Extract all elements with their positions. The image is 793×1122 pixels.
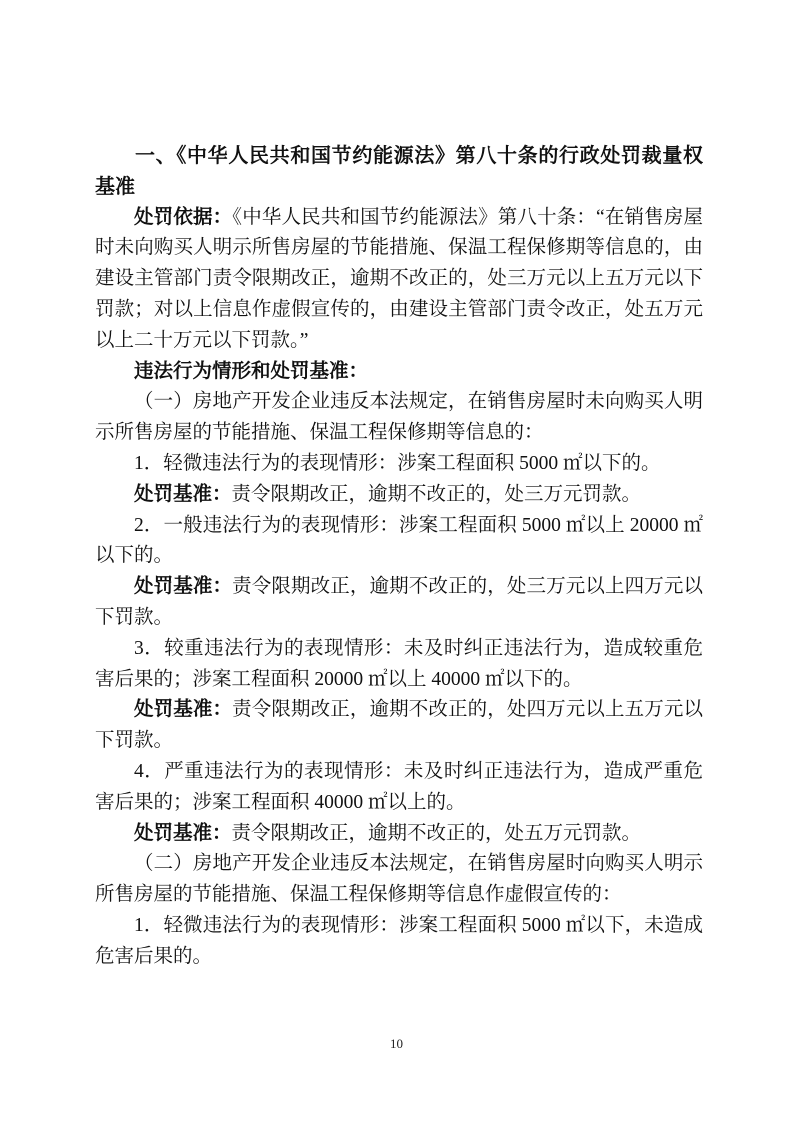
page-number: 10 <box>390 1036 403 1051</box>
paragraph-text: 责令限期改正，逾期不改正的，处五万元罚款。 <box>231 822 642 844</box>
document-content <box>95 141 703 973</box>
paragraph-case-1-item-4 <box>95 757 703 819</box>
paragraph-text: 3．较重违法行为的表现情形：未及时纠正违法行为，造成较重危害后果的；涉案工程面积 20000 ㎡以上 40000 ㎡以下的。 <box>95 637 703 690</box>
paragraph-text: 1．轻微违法行为的表现情形：涉案工程面积 5000 ㎡以下的。 <box>134 452 661 474</box>
paragraph-lead: 处罚基准： <box>134 576 233 598</box>
paragraph-case-1-item-2 <box>95 511 703 573</box>
paragraph-text: （二）房地产开发企业违反本法规定，在销售房屋时向购买人明示所售房屋的节能措施、保温工程保修期等信息作虚假宣传的： <box>95 853 703 906</box>
paragraph-text: 责令限期改正，逾期不改正的，处四万元以上五万元以下罚款。 <box>95 699 703 752</box>
paragraph-case-1-item-3-benchmark <box>95 695 703 757</box>
paragraph-case-1-item-2-benchmark <box>95 572 703 634</box>
paragraph-penalty-basis <box>95 203 703 357</box>
paragraph-text: 4．严重违法行为的表现情形：未及时纠正违法行为，造成严重危害后果的；涉案工程面积 40000 ㎡以上的。 <box>95 760 703 813</box>
paragraph-case-1-item-3 <box>95 634 703 696</box>
paragraph-text: 责令限期改正，逾期不改正的，处三万元罚款。 <box>231 483 642 505</box>
paragraph-lead: 违法行为情形和处罚基准： <box>134 360 369 382</box>
paragraph-case-2-intro <box>95 849 703 911</box>
paragraph-case-1-item-1-benchmark <box>95 480 703 511</box>
paragraph-lead: 处罚基准： <box>134 822 232 844</box>
paragraph-lead: 处罚基准： <box>134 699 233 721</box>
paragraph-text: （一）房地产开发企业违反本法规定，在销售房屋时未向购买人明示所售房屋的节能措施、保温工程保修期等信息的： <box>95 391 703 444</box>
paragraph-text: 《中华人民共和国节约能源法》第八十条：“在销售房屋时未向购买人明示所售房屋的节能措施、保温工程保修期等信息的，由建设主管部门责令限期改正，逾期不改正的，处三万元以上五万元以下罚款；对以上信息作虚假宣传的，由建设主管部门责令改正，处五万元以上二十万元以下罚款。” <box>95 206 703 351</box>
paragraph-text: 责令限期改正，逾期不改正的，处三万元以上四万元以下罚款。 <box>95 576 703 628</box>
paragraph-lead: 处罚基准： <box>134 483 232 505</box>
paragraph-text: 2．一般违法行为的表现情形：涉案工程面积 5000 ㎡以上 20000 ㎡以下的。 <box>95 514 703 567</box>
paragraph-lead: 处罚依据： <box>134 206 233 228</box>
paragraph-text: 1．轻微违法行为的表现情形：涉案工程面积 5000 ㎡以下，未造成危害后果的。 <box>95 914 703 967</box>
paragraph-case-1-item-4-benchmark <box>95 819 703 850</box>
document-heading: 一、《中华人民共和国节约能源法》第八十条的行政处罚裁量权基准 <box>95 145 703 198</box>
paragraph-case-1-intro <box>95 387 703 449</box>
paragraph-case-2-item-1 <box>95 911 703 973</box>
paragraph-case-1-item-1 <box>95 449 703 480</box>
paragraph-section-header <box>95 357 703 388</box>
